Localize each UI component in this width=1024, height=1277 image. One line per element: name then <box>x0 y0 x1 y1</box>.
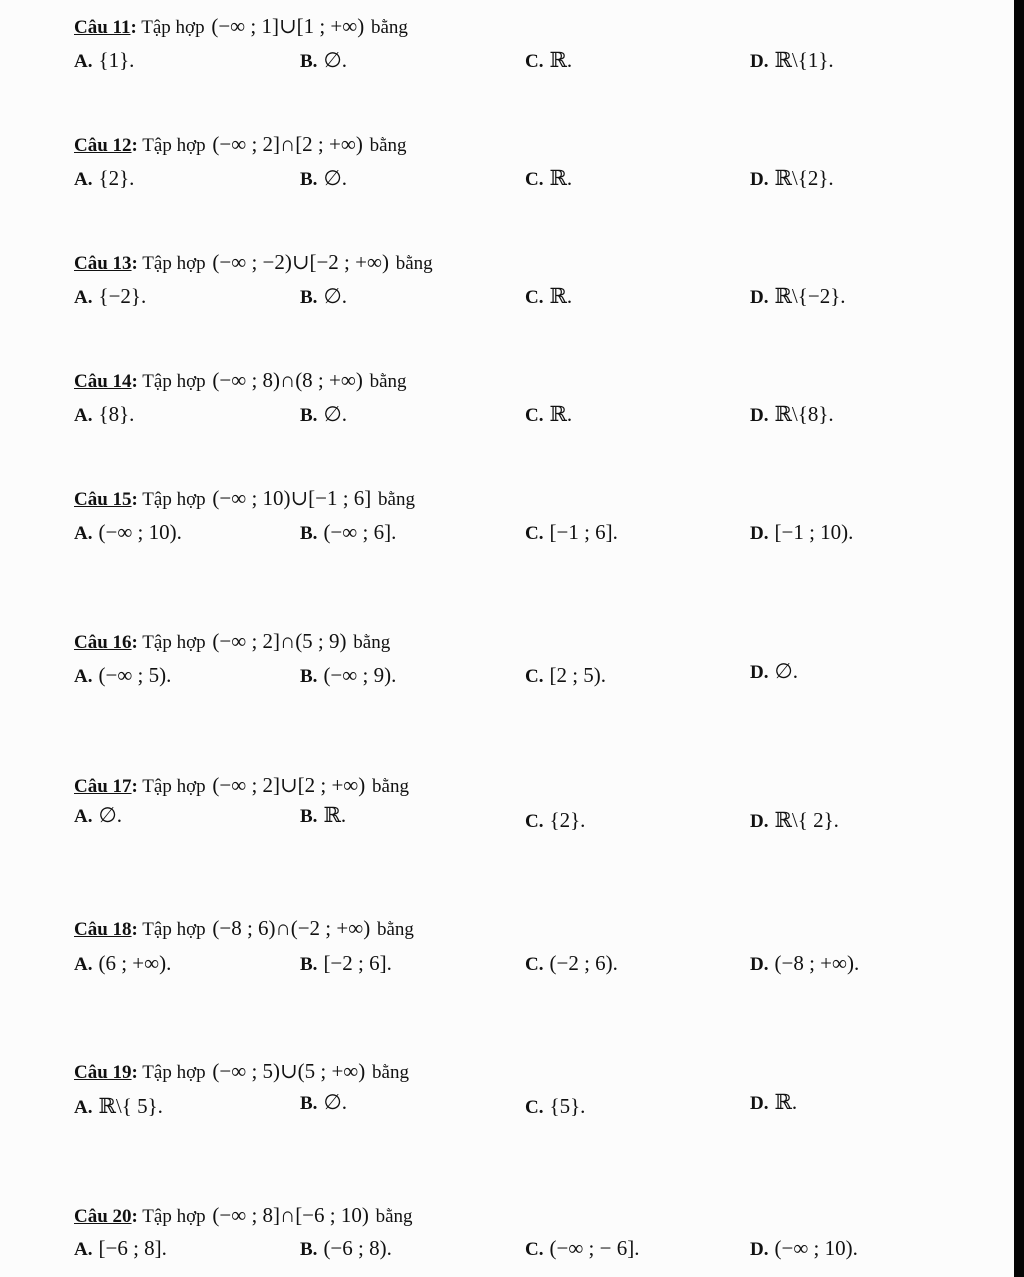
option-value: (−8 ; +∞). <box>774 951 860 975</box>
option-letter: C. <box>525 954 544 975</box>
question-prefix: Tập hợp <box>142 135 206 156</box>
option-letter: D. <box>750 523 769 544</box>
option-b <box>300 284 347 309</box>
question-suffix: bằng <box>375 1206 413 1227</box>
question-prefix: Tập hợp <box>142 489 206 510</box>
option-value: (6 ; +∞). <box>98 951 172 975</box>
option-letter: B. <box>300 287 318 308</box>
option-letter: A. <box>74 51 93 72</box>
option-value: (−∞ ; 10). <box>774 1236 858 1260</box>
question-number: Câu 20 <box>74 1206 132 1227</box>
option-a <box>74 951 171 976</box>
option-letter: A. <box>74 806 93 827</box>
option-value: [−6 ; 8]. <box>98 1236 167 1260</box>
option-letter: B. <box>300 806 318 827</box>
option-c <box>525 402 572 427</box>
option-b <box>300 48 347 73</box>
question-expression: (−∞ ; −2)∪[−2 ; +∞) <box>212 250 389 274</box>
option-b <box>300 663 396 688</box>
option-d <box>750 808 839 833</box>
option-letter: D. <box>750 51 769 72</box>
option-letter: C. <box>525 287 544 308</box>
option-value: ∅. <box>323 48 347 72</box>
option-letter: A. <box>74 1239 93 1260</box>
option-value: ∅. <box>774 659 799 683</box>
option-letter: C. <box>525 1239 544 1260</box>
option-letter: A. <box>74 954 93 975</box>
option-value: ∅. <box>323 1090 347 1114</box>
option-letter: D. <box>750 405 769 426</box>
option-b <box>300 1236 392 1261</box>
option-b <box>300 520 396 545</box>
question-prefix: Tập hợp <box>142 253 206 274</box>
option-letter: D. <box>750 954 769 975</box>
question-17-title: Câu 17: Tập hợp (−∞ ; 2]∪[2 ; +∞) bằng <box>74 773 409 797</box>
option-c <box>525 1236 639 1261</box>
question-prefix: Tập hợp <box>142 1206 206 1227</box>
question-expression: (−∞ ; 5)∪(5 ; +∞) <box>212 1059 366 1083</box>
option-value: ℝ. <box>549 402 573 426</box>
option-letter: C. <box>525 51 544 72</box>
option-letter: A. <box>74 405 93 426</box>
option-value: ℝ. <box>549 166 573 190</box>
option-value: {−2}. <box>98 284 147 308</box>
question-prefix: Tập hợp <box>142 632 206 653</box>
question-expression: (−8 ; 6)∩(−2 ; +∞) <box>212 916 371 940</box>
option-value: {2}. <box>98 166 135 190</box>
option-b <box>300 402 347 427</box>
option-c <box>525 166 572 191</box>
option-b <box>300 1090 347 1115</box>
option-c <box>525 808 585 833</box>
option-letter: B. <box>300 169 318 190</box>
option-value: ℝ\{ 5}. <box>98 1094 163 1118</box>
option-letter: B. <box>300 405 318 426</box>
question-20-title: Câu 20: Tập hợp (−∞ ; 8]∩[−6 ; 10) bằng <box>74 1203 413 1227</box>
option-c <box>525 663 606 688</box>
option-value: ∅. <box>323 166 347 190</box>
question-number: Câu 19 <box>74 1062 132 1083</box>
option-letter: D. <box>750 169 769 190</box>
option-letter: C. <box>525 811 544 832</box>
question-15-title: Câu 15: Tập hợp (−∞ ; 10)∪[−1 ; 6] bằng <box>74 486 415 510</box>
option-letter: C. <box>525 169 544 190</box>
option-value: [−2 ; 6]. <box>323 951 392 975</box>
option-b <box>300 803 346 828</box>
option-d <box>750 1090 797 1115</box>
option-d <box>750 284 846 309</box>
option-d <box>750 48 834 73</box>
question-number: Câu 17 <box>74 776 132 797</box>
option-d <box>750 402 834 427</box>
option-value: ℝ. <box>549 48 573 72</box>
option-letter: D. <box>750 1093 769 1114</box>
question-expression: (−∞ ; 2]∩[2 ; +∞) <box>212 132 363 156</box>
option-letter: C. <box>525 666 544 687</box>
option-value: (−6 ; 8). <box>323 1236 392 1260</box>
option-value: ℝ\{8}. <box>774 402 834 426</box>
option-d <box>750 1236 858 1261</box>
question-11-title: Câu 11: Tập hợp (−∞ ; 1]∪[1 ; +∞) bằng <box>74 14 408 38</box>
question-prefix: Tập hợp <box>142 1062 206 1083</box>
option-a <box>74 1236 167 1261</box>
option-value: ℝ\{2}. <box>774 166 834 190</box>
question-suffix: bằng <box>372 776 409 797</box>
option-value: (−∞ ; − 6]. <box>549 1236 640 1260</box>
question-19-title: Câu 19: Tập hợp (−∞ ; 5)∪(5 ; +∞) bằng <box>74 1059 409 1083</box>
option-a <box>74 284 146 309</box>
option-a <box>74 803 122 828</box>
option-letter: B. <box>300 1093 318 1114</box>
option-value: [−1 ; 10). <box>774 520 854 544</box>
question-suffix: bằng <box>369 135 407 156</box>
option-letter: D. <box>750 287 769 308</box>
option-letter: C. <box>525 523 544 544</box>
option-value: ∅. <box>323 402 347 426</box>
option-letter: B. <box>300 523 318 544</box>
option-letter: B. <box>300 1239 318 1260</box>
question-expression: (−∞ ; 10)∪[−1 ; 6] <box>212 486 372 510</box>
question-suffix: bằng <box>378 489 415 510</box>
question-number: Câu 18 <box>74 919 132 940</box>
option-c <box>525 520 618 545</box>
option-value: ℝ\{1}. <box>774 48 834 72</box>
option-value: {2}. <box>549 808 586 832</box>
option-letter: A. <box>74 666 93 687</box>
option-letter: A. <box>74 287 93 308</box>
option-d <box>750 951 859 976</box>
question-14-title: Câu 14: Tập hợp (−∞ ; 8)∩(8 ; +∞) bằng <box>74 368 407 392</box>
option-letter: B. <box>300 51 318 72</box>
question-number: Câu 15 <box>74 489 132 510</box>
question-suffix: bằng <box>395 253 433 274</box>
option-value: {5}. <box>549 1094 586 1118</box>
question-suffix: bằng <box>376 919 414 940</box>
question-number: Câu 13 <box>74 253 132 274</box>
option-a <box>74 402 134 427</box>
question-number: Câu 11 <box>74 17 131 38</box>
question-number: Câu 16 <box>74 632 132 653</box>
option-b <box>300 166 347 191</box>
option-letter: C. <box>525 1097 544 1118</box>
option-letter: D. <box>750 1239 769 1260</box>
option-letter: D. <box>750 662 769 683</box>
option-value: [−1 ; 6]. <box>549 520 618 544</box>
option-letter: B. <box>300 666 318 687</box>
question-expression: (−∞ ; 8]∩[−6 ; 10) <box>212 1203 369 1227</box>
option-value: ℝ\{ 2}. <box>774 808 839 832</box>
option-value: (−2 ; 6). <box>549 951 618 975</box>
question-18-title: Câu 18: Tập hợp (−8 ; 6)∩(−2 ; +∞) bằng <box>74 916 414 940</box>
option-c <box>525 951 618 976</box>
option-value: {1}. <box>98 48 135 72</box>
option-d <box>750 659 798 684</box>
option-value: (−∞ ; 6]. <box>323 520 397 544</box>
option-c <box>525 48 572 73</box>
option-value: [2 ; 5). <box>549 663 607 687</box>
question-number: Câu 12 <box>74 135 132 156</box>
question-number: Câu 14 <box>74 371 132 392</box>
option-c <box>525 1094 585 1119</box>
question-expression: (−∞ ; 2]∩(5 ; 9) <box>212 629 347 653</box>
option-a <box>74 520 182 545</box>
question-suffix: bằng <box>370 17 408 38</box>
option-value: ℝ. <box>549 284 573 308</box>
question-prefix: Tập hợp <box>141 17 205 38</box>
option-d <box>750 166 834 191</box>
option-value: (−∞ ; 5). <box>98 663 172 687</box>
option-value: (−∞ ; 10). <box>98 520 182 544</box>
page-edge-shadow <box>1014 0 1024 1277</box>
option-letter: A. <box>74 169 93 190</box>
option-b <box>300 951 392 976</box>
option-a <box>74 166 134 191</box>
question-expression: (−∞ ; 1]∪[1 ; +∞) <box>211 14 365 38</box>
question-prefix: Tập hợp <box>142 776 206 797</box>
option-a <box>74 1094 163 1119</box>
question-suffix: bằng <box>369 371 407 392</box>
option-letter: A. <box>74 1097 93 1118</box>
option-value: ℝ\{−2}. <box>774 284 846 308</box>
option-letter: B. <box>300 954 318 975</box>
option-value: (−∞ ; 9). <box>323 663 397 687</box>
option-letter: A. <box>74 523 93 544</box>
option-value: {8}. <box>98 402 135 426</box>
question-suffix: bằng <box>353 632 391 653</box>
question-prefix: Tập hợp <box>142 371 206 392</box>
option-value: ∅. <box>98 803 123 827</box>
question-expression: (−∞ ; 2]∪[2 ; +∞) <box>212 773 366 797</box>
option-letter: D. <box>750 811 769 832</box>
question-12-title: Câu 12: Tập hợp (−∞ ; 2]∩[2 ; +∞) bằng <box>74 132 407 156</box>
option-value: ℝ. <box>774 1090 798 1114</box>
question-prefix: Tập hợp <box>142 919 206 940</box>
option-a <box>74 48 134 73</box>
option-d <box>750 520 853 545</box>
option-value: ℝ. <box>323 803 347 827</box>
question-suffix: bằng <box>372 1062 409 1083</box>
question-expression: (−∞ ; 8)∩(8 ; +∞) <box>212 368 363 392</box>
option-letter: C. <box>525 405 544 426</box>
option-value: ∅. <box>323 284 347 308</box>
question-13-title: Câu 13: Tập hợp (−∞ ; −2)∪[−2 ; +∞) bằng <box>74 250 433 274</box>
question-16-title: Câu 16: Tập hợp (−∞ ; 2]∩(5 ; 9) bằng <box>74 629 391 653</box>
option-c <box>525 284 572 309</box>
option-a <box>74 663 171 688</box>
